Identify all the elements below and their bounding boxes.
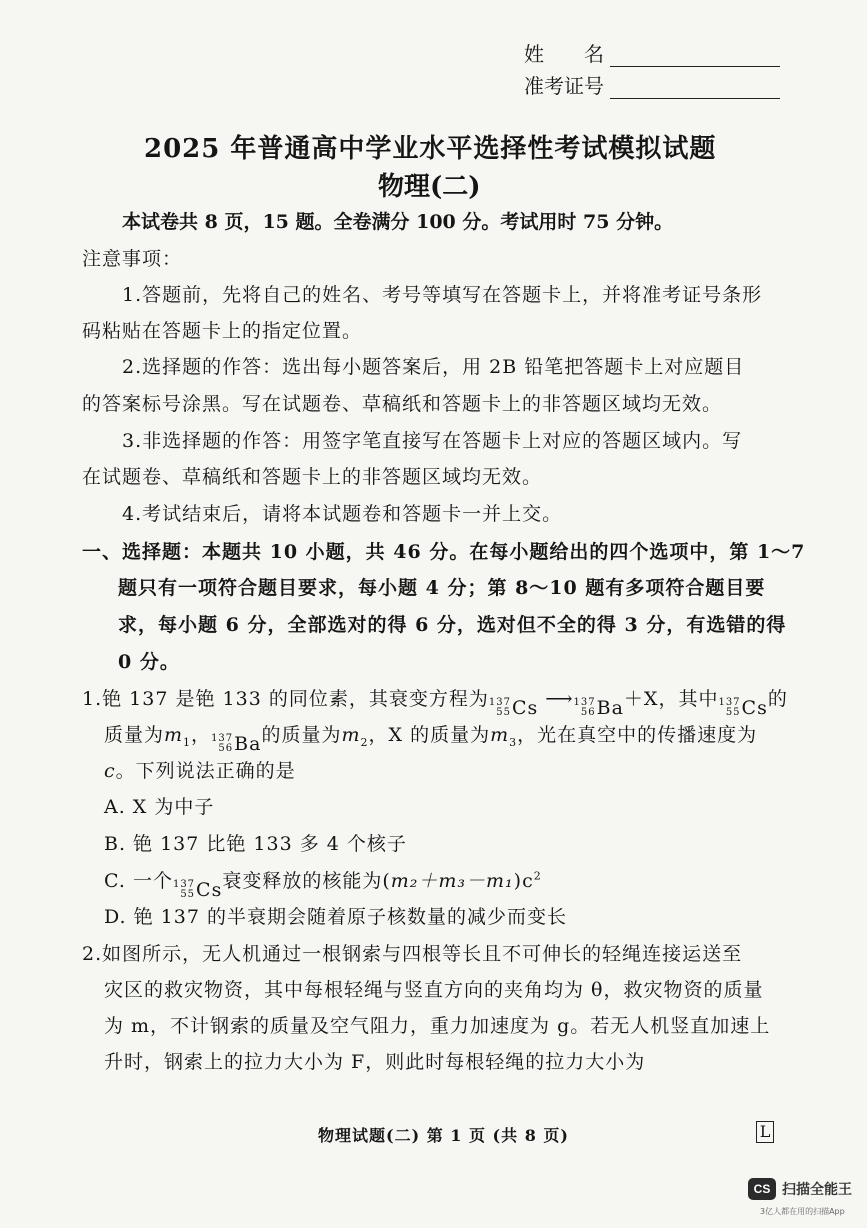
q1-line-1 bbox=[82, 684, 788, 719]
page-footer: 物理试题(二) 第 1 页 (共 8 页) bbox=[318, 1126, 569, 1145]
q2-line-2: 灾区的救灾物资，其中每根轻绳与竖直方向的夹角均为 θ，救灾物资的质量 bbox=[104, 979, 764, 1001]
scanner-watermark bbox=[748, 1178, 852, 1200]
watermark-tagline: 3亿人都在用的扫描App bbox=[760, 1207, 845, 1216]
exam-intro: 本试卷共 8 页，15 题。全卷满分 100 分。考试用时 75 分钟。 bbox=[122, 211, 674, 233]
section1-line-4: 0 分。 bbox=[118, 651, 180, 673]
ba-mass-number: 137 bbox=[211, 733, 234, 744]
exam-subtitle: 物理(二) bbox=[378, 172, 481, 202]
notice-item-2-line-2: 的答案标号涂黑。写在试题卷、草稿纸和答题卡上的非答题区域均无效。 bbox=[82, 393, 723, 415]
decay-arrow: ⟶ bbox=[545, 688, 574, 710]
option-c-close: )c bbox=[513, 870, 534, 892]
cs137-nuclide bbox=[489, 697, 538, 719]
q1-text: ，X 的质量为 bbox=[368, 724, 491, 746]
notice-heading: 注意事项： bbox=[82, 248, 183, 270]
notice-item-3-line-2: 在试题卷、草稿纸和答题卡上的非答题区域均无效。 bbox=[82, 466, 543, 488]
cs137-nuclide-3 bbox=[173, 879, 222, 901]
name-blank[interactable] bbox=[610, 66, 780, 67]
notice-item-3-line-1: 3.非选择题的作答：用签字笔直接写在答题卡上对应的答题区域内。写 bbox=[122, 430, 743, 452]
cs-symbol: Cs bbox=[741, 697, 768, 719]
page-mark-box: L bbox=[756, 1121, 774, 1143]
ba-mass-number: 137 bbox=[573, 697, 596, 708]
q1-text: 的质量为 bbox=[261, 724, 342, 746]
option-c-exponent: 2 bbox=[533, 869, 542, 883]
q1-text: ，光在真空中的传播速度为 bbox=[517, 724, 758, 746]
cs-mass-number: 137 bbox=[488, 697, 511, 708]
name-label: 姓 名 bbox=[524, 42, 604, 66]
cs-atomic-number: 55 bbox=[180, 889, 196, 900]
option-c-text: 衰变释放的核能为( bbox=[222, 870, 391, 892]
q1-option-b[interactable]: B. 铯 137 比铯 133 多 4 个核子 bbox=[104, 833, 407, 855]
q2-line-3: 为 m，不计钢索的质量及空气阻力，重力加速度为 g。若无人机竖直加速上 bbox=[104, 1015, 771, 1037]
option-c-expression: m₂＋m₃－m₁ bbox=[390, 870, 514, 892]
id-field[interactable] bbox=[524, 70, 780, 99]
q1-option-d[interactable]: D. 铯 137 的半衰期会随着原子核数量的减少而变长 bbox=[104, 906, 567, 928]
notice-item-4: 4.考试结束后，请将本试题卷和答题卡一并上交。 bbox=[122, 503, 563, 525]
cs-symbol: Cs bbox=[511, 697, 539, 719]
notice-item-1-line-2: 码粘贴在答题卡上的指定位置。 bbox=[82, 320, 363, 342]
q1-line-3 bbox=[104, 756, 296, 783]
c-symbol: c bbox=[104, 760, 116, 782]
cs-atomic-number: 55 bbox=[725, 707, 741, 718]
section1-line-1: 一、选择题：本题共 10 小题，共 46 分。在每小题给出的四个选项中，第 1～7 bbox=[82, 541, 806, 563]
id-label: 准考证号 bbox=[524, 74, 604, 98]
id-blank[interactable] bbox=[610, 98, 780, 99]
q1-option-c[interactable] bbox=[104, 866, 542, 901]
cs137-nuclide-2 bbox=[718, 697, 767, 719]
section1-line-2: 题只有一项符合题目要求，每小题 4 分；第 8～10 题有多项符合题目要 bbox=[118, 577, 766, 599]
notice-item-2-line-1: 2.选择题的作答：选出每小题答案后，用 2B 铅笔把答题卡上对应题目 bbox=[122, 356, 745, 378]
notice-item-1-line-1: 1.答题前，先将自己的姓名、考号等填写在答题卡上，并将准考证号条形 bbox=[122, 284, 763, 306]
name-field[interactable] bbox=[524, 38, 780, 67]
cs-mass-number: 137 bbox=[718, 697, 741, 708]
q1-option-a[interactable]: A. X 为中子 bbox=[104, 796, 215, 818]
m3-symbol: m bbox=[490, 724, 510, 746]
comma: ， bbox=[191, 724, 212, 746]
q1-stem-1: 铯 137 是铯 133 的同位素，其衰变方程为 bbox=[102, 688, 489, 710]
ba-symbol: Ba bbox=[596, 697, 624, 719]
q2-line-1: 2.如图所示，无人机通过一根钢索与四根等长且不可伸长的轻绳连接运送至 bbox=[82, 943, 743, 965]
m3-subscript: 3 bbox=[509, 735, 518, 749]
q1-mass-label: 质量为 bbox=[104, 724, 165, 746]
q2-line-4: 升时，钢索上的拉力大小为 F，则此时每根轻绳的拉力大小为 bbox=[104, 1051, 646, 1073]
q1-plus-x: ＋X，其中 bbox=[623, 688, 719, 710]
option-c-prefix: C. 一个 bbox=[104, 870, 173, 892]
m1-symbol: m bbox=[164, 724, 184, 746]
q1-line-2 bbox=[104, 720, 757, 755]
ba137-nuclide bbox=[574, 697, 624, 719]
camscanner-logo-icon: CS bbox=[748, 1178, 776, 1200]
ba-atomic-number: 56 bbox=[580, 707, 596, 718]
m1-subscript: 1 bbox=[183, 735, 192, 749]
cs-symbol: Cs bbox=[196, 879, 223, 901]
watermark-app-name: 扫描全能王 bbox=[782, 1182, 852, 1198]
section1-line-3: 求，每小题 6 分，全部选对的得 6 分，选对但不全的得 3 分，有选错的得 bbox=[118, 614, 787, 636]
m2-subscript: 2 bbox=[360, 735, 369, 749]
q1-prompt: 。下列说法正确的是 bbox=[115, 760, 296, 782]
q1-stem-end: 的 bbox=[767, 688, 788, 710]
exam-title: 2025 年普通高中学业水平选择性考试模拟试题 bbox=[144, 134, 717, 164]
cs-atomic-number: 55 bbox=[496, 707, 511, 718]
ba137-nuclide-2 bbox=[211, 733, 261, 755]
q1-number: 1. bbox=[82, 688, 103, 710]
cs-mass-number: 137 bbox=[172, 879, 196, 890]
ba-atomic-number: 56 bbox=[218, 743, 234, 754]
m2-symbol: m bbox=[341, 724, 361, 746]
ba-symbol: Ba bbox=[234, 733, 262, 755]
